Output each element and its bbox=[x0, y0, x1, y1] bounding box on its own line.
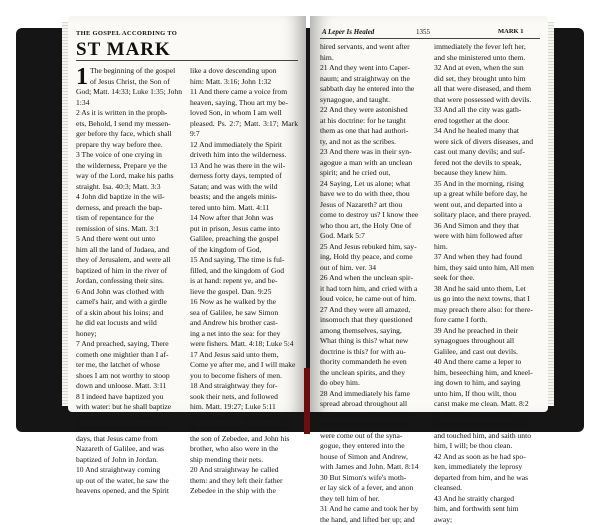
text-line: Zebedee in the ship with the bbox=[190, 486, 298, 497]
text-line: 38 And he said unto them, Let bbox=[434, 284, 540, 295]
text-line: up a great while before day, he bbox=[434, 189, 540, 200]
text-line: 12 And immediately the Spirit bbox=[190, 140, 298, 151]
text-line: the wilderness, Prepare ye the bbox=[76, 161, 182, 172]
text-line: and Andrew his brother cast- bbox=[190, 318, 298, 329]
left-column-2 bbox=[190, 66, 298, 497]
text-line: Jordan, confessing their sins. bbox=[76, 276, 182, 287]
text-line: may preach there also: for there- bbox=[434, 305, 540, 316]
text-line: he did eat locusts and wild bbox=[76, 318, 182, 329]
text-line: the unclean spirits, and they bbox=[320, 368, 426, 379]
text-line: synagogues throughout all bbox=[434, 336, 540, 347]
text-line: The beginning of the gospel bbox=[76, 66, 182, 77]
text-line: ets, Behold, I send my messen- bbox=[76, 119, 182, 130]
text-line: 13 And he was there in the wil- bbox=[190, 161, 298, 172]
text-line: 11 And there came a voice from bbox=[190, 87, 298, 98]
text-line: immediately the fever left her, bbox=[434, 42, 540, 53]
text-line: 8 I indeed have baptized you bbox=[76, 392, 182, 403]
text-line: derness forty days, tempted of bbox=[190, 171, 298, 182]
text-line: brother, who also were in the bbox=[190, 444, 298, 455]
text-line: synagogue, and taught. bbox=[320, 95, 426, 106]
text-line: 26 And when the unclean spir- bbox=[320, 273, 426, 284]
text-line: Galilee, and cast out devils. bbox=[434, 347, 540, 358]
text-line: 20 And straightway he called bbox=[190, 465, 298, 476]
text-line: God; Matt. 14:33; Luke 1:35; John 1:34 bbox=[76, 87, 182, 108]
text-line: up out of the water, he saw the bbox=[76, 476, 182, 487]
text-line: What thing is this? what new bbox=[320, 336, 426, 347]
text-line: doctrine is this? for with au- bbox=[320, 347, 426, 358]
text-line: ter me, the latchet of whose bbox=[76, 360, 182, 371]
text-line: 22 And they were astonished bbox=[320, 105, 426, 116]
text-line: shoes I am not worthy to stoop bbox=[76, 371, 182, 382]
text-line: him, I will; be thou clean. bbox=[434, 441, 540, 452]
text-line: loud voice, he came out of him. bbox=[320, 294, 426, 305]
text-line: pleased. Ps. 2:7; Matt. 3:17; Mark 9:7 bbox=[190, 119, 298, 140]
text-line: it had torn him, and cried with a bbox=[320, 284, 426, 295]
text-line: were with him followed after bbox=[434, 231, 540, 242]
text-line: him, and forthwith sent him bbox=[434, 504, 540, 515]
text-line: 10 And straightway coming bbox=[76, 465, 182, 476]
text-line: house of Simon and Andrew, bbox=[320, 452, 426, 463]
text-line: went out, and departed into a bbox=[434, 200, 540, 211]
text-line: him: Matt. 3:16; John 1:32 bbox=[190, 77, 298, 88]
right-column-2 bbox=[434, 42, 540, 525]
text-line: the son of Zebedee, and John his bbox=[190, 434, 298, 445]
text-line: ered together at the door. bbox=[434, 116, 540, 127]
text-line: loved Son, in whom I am well bbox=[190, 108, 298, 119]
text-line: of Jesus Christ, the Son of bbox=[76, 77, 182, 88]
text-line: ing, Hold thy peace, and come bbox=[320, 252, 426, 263]
text-line: put in prison, Jesus came into bbox=[190, 224, 298, 235]
text-line: of the kingdom of God, bbox=[190, 245, 298, 256]
text-line: 23 And there was in their syn- bbox=[320, 147, 426, 158]
text-line: derness, and preach the bap- bbox=[76, 203, 182, 214]
text-line: God. Mark 5:7 bbox=[320, 231, 426, 242]
text-line: him. bbox=[434, 242, 540, 253]
text-line: solitary place, and there prayed. bbox=[434, 210, 540, 221]
text-line: 15 And saying, The time is ful- bbox=[190, 255, 298, 266]
text-line: seek for thee. bbox=[434, 273, 540, 284]
text-line: 34 And he healed many that bbox=[434, 126, 540, 137]
text-line: 40 And there came a leper to bbox=[434, 357, 540, 368]
text-line: hired servants, and went after bbox=[320, 42, 426, 53]
text-line: ship mending their nets. bbox=[190, 455, 298, 466]
open-bible bbox=[8, 8, 592, 434]
text-line: filled, and the kingdom of God bbox=[190, 266, 298, 277]
text-line: 2 As it is written in the proph- bbox=[76, 108, 182, 119]
text-line: compassion, put forth his hand, bbox=[434, 420, 540, 431]
running-head: MARK 1 bbox=[498, 28, 523, 35]
text-line: 17 And Jesus said unto them, bbox=[190, 350, 298, 361]
text-line: beasts; and the angels minis- bbox=[190, 192, 298, 203]
text-line: with James and John. Matt. 8:14 bbox=[320, 462, 426, 473]
text-line: ing down to him, and saying bbox=[434, 378, 540, 389]
text-line: among themselves, saying, bbox=[320, 326, 426, 337]
book-subtitle: THE GOSPEL ACCORDING TO bbox=[76, 30, 186, 37]
text-line: us go into the next towns, that I bbox=[434, 294, 540, 305]
section-title: A Leper Is Healed bbox=[322, 28, 374, 36]
right-page bbox=[310, 16, 548, 412]
header-rule bbox=[320, 38, 540, 39]
text-line: him, beseeching him, and kneel- bbox=[434, 368, 540, 379]
text-line: spirit; and he cried out, bbox=[320, 168, 426, 179]
text-line: 30 But Simon's wife's moth- bbox=[320, 473, 426, 484]
text-line: were fishers. Matt. 4:18; Luke 5:4 bbox=[190, 339, 298, 350]
text-line: 27 And they were all amazed, bbox=[320, 305, 426, 316]
text-line: fered not the devils to speak, bbox=[434, 158, 540, 169]
text-line: they tell him of her. bbox=[320, 494, 426, 505]
left-page bbox=[68, 16, 306, 412]
text-line: and touched him, and saith unto bbox=[434, 431, 540, 442]
right-column-1 bbox=[320, 42, 426, 525]
text-line: were come out of the syna- bbox=[320, 431, 426, 442]
text-line: 25 And Jesus rebuked him, say- bbox=[320, 242, 426, 253]
text-line: 9 And it came to pass in those bbox=[76, 423, 182, 434]
text-line: prepare thy way before thee. bbox=[76, 140, 182, 151]
text-line: sabbath day he entered into the bbox=[320, 84, 426, 95]
text-line: them as one that had authori- bbox=[320, 126, 426, 137]
text-line: driveth him into the wilderness. bbox=[190, 150, 298, 161]
text-line: 28 And immediately his fame bbox=[320, 389, 426, 400]
text-line: 24 Saying, Let us alone; what bbox=[320, 179, 426, 190]
text-line: that were possessed with devils. bbox=[434, 95, 540, 106]
text-line: out of him. ver. 34 bbox=[320, 263, 426, 274]
text-line: ty, and not as the scribes. bbox=[320, 137, 426, 148]
book-title: ST MARK bbox=[76, 39, 186, 61]
text-line: ken, immediately the leprosy bbox=[434, 462, 540, 473]
text-line: all that were diseased, and them bbox=[434, 84, 540, 95]
text-line: did set, they brought unto him bbox=[434, 74, 540, 85]
text-line: like a dove descending upon bbox=[190, 66, 298, 77]
text-line: do obey him. bbox=[320, 378, 426, 389]
text-line: baptized of him in the river of bbox=[76, 266, 182, 277]
text-line: have we to do with thee, thou bbox=[320, 189, 426, 200]
text-line: gogue, they entered into the bbox=[320, 441, 426, 452]
text-line: him, they said unto him, All men bbox=[434, 263, 540, 274]
text-line: 35 And in the morning, rising bbox=[434, 179, 540, 190]
text-line: spread abroad throughout all bbox=[320, 399, 426, 410]
text-line: honey; bbox=[76, 329, 182, 340]
text-line: lieve the gospel. Dan. 9:25 bbox=[190, 287, 298, 298]
text-line: unto him, If thou wilt, thou bbox=[434, 389, 540, 400]
text-line: him. bbox=[320, 53, 426, 64]
text-line: heaven, saying, Thou art my be- bbox=[190, 98, 298, 109]
text-line: canst make me clean. Matt. 8:2 bbox=[434, 399, 540, 410]
text-line: 4 John did baptize in the wil- bbox=[76, 192, 182, 203]
text-line: baptized of John in Jordan. bbox=[76, 455, 182, 466]
page-edges-right bbox=[548, 22, 554, 406]
text-line: them: and they left their father bbox=[190, 476, 298, 487]
text-line: sook their nets, and followed bbox=[190, 392, 298, 403]
text-line: 33 And all the city was gath- bbox=[434, 105, 540, 116]
text-line: 6 And John was clothed with bbox=[76, 287, 182, 298]
page-number: 1355 bbox=[416, 28, 430, 36]
text-line: 18 And straightway they for- bbox=[190, 381, 298, 392]
text-line: 5 And there went out unto bbox=[76, 234, 182, 245]
text-line: who thou art, the Holy One of bbox=[320, 221, 426, 232]
text-line: Come ye after me, and I will make bbox=[190, 360, 298, 371]
text-line: 21 And they went into Caper- bbox=[320, 63, 426, 74]
text-line: 14 Now after that John was bbox=[190, 213, 298, 224]
text-line: come to destroy us? I know thee bbox=[320, 210, 426, 221]
text-line: cometh one mightier than I af- bbox=[76, 350, 182, 361]
text-line: cast out many devils; and suf- bbox=[434, 147, 540, 158]
text-line: 7 And preached, saying, There bbox=[76, 339, 182, 350]
text-line: ing a net into the sea: for they bbox=[190, 329, 298, 340]
text-line: away; bbox=[434, 515, 540, 525]
text-line: cleansed. bbox=[434, 483, 540, 494]
text-line: days, that Jesus came from bbox=[76, 434, 182, 445]
text-line: you to become fishers of men. bbox=[190, 371, 298, 382]
text-line: 29 And forthwith, when they bbox=[320, 420, 426, 431]
header-rule bbox=[76, 60, 298, 61]
text-line: they of Jerusalem, and were all bbox=[76, 255, 182, 266]
text-line: 41 And Jesus, moved with bbox=[434, 410, 540, 421]
text-line: naum; and straightway on the bbox=[320, 74, 426, 85]
text-line: 43 And he straitly charged bbox=[434, 494, 540, 505]
text-line: 39 And he preached in their bbox=[434, 326, 540, 337]
text-line: sea of Galilee, he saw Simon bbox=[190, 308, 298, 319]
text-line: the region round about Galilee. bbox=[320, 410, 426, 421]
text-line: tered unto him. Matt. 4:11 bbox=[190, 203, 298, 214]
text-line: 32 And at even, when the sun bbox=[434, 63, 540, 74]
text-line: ger before thy face, which shall bbox=[76, 129, 182, 140]
text-line: Galilee, preaching the gospel bbox=[190, 234, 298, 245]
text-line: 19 And when he had gone a lit- bbox=[190, 413, 298, 424]
text-line: 16 Now as he walked by the bbox=[190, 297, 298, 308]
text-line: 36 And Simon and they that bbox=[434, 221, 540, 232]
text-line: 42 And as soon as he had spo- bbox=[434, 452, 540, 463]
text-line: at his doctrine: for he taught bbox=[320, 116, 426, 127]
text-line: Jesus of Nazareth? art thou bbox=[320, 200, 426, 211]
text-line: camel's hair, and with a girdle bbox=[76, 297, 182, 308]
ribbon-marker bbox=[304, 368, 310, 434]
book-heading bbox=[76, 30, 186, 61]
text-line: down and unloose. Matt. 3:11 bbox=[76, 381, 182, 392]
text-line: way of the Lord, make his paths bbox=[76, 171, 182, 182]
text-line: him. Matt. 19:27; Luke 5:11 bbox=[190, 402, 298, 413]
text-line: agogue a man with an unclean bbox=[320, 158, 426, 169]
text-line: thority commandeth he even bbox=[320, 357, 426, 368]
text-line: 31 And he came and took her by bbox=[320, 504, 426, 515]
text-line: were sick of divers diseases, and bbox=[434, 137, 540, 148]
text-line: because they knew him. bbox=[434, 168, 540, 179]
text-line: 37 And when they had found bbox=[434, 252, 540, 263]
text-line: 3 The voice of one crying in bbox=[76, 150, 182, 161]
text-line: departed from him, and he was bbox=[434, 473, 540, 484]
text-line: fore came I forth. bbox=[434, 315, 540, 326]
text-line: insomuch that they questioned bbox=[320, 315, 426, 326]
text-line: Satan; and was with the wild bbox=[190, 182, 298, 193]
text-line: Nazareth of Galilee, and was bbox=[76, 444, 182, 455]
text-line: straight. Isa. 40:3; Matt. 3:3 bbox=[76, 182, 182, 193]
text-line: of a skin about his loins; and bbox=[76, 308, 182, 319]
text-line: is at hand: repent ye, and be- bbox=[190, 276, 298, 287]
left-column-1 bbox=[76, 66, 182, 497]
chapter-number: 1 bbox=[76, 67, 88, 87]
text-line: and she ministered unto them. bbox=[434, 53, 540, 64]
text-line: heavens opened, and the Spirit bbox=[76, 486, 182, 497]
text-line: tle further thence, he saw James bbox=[190, 423, 298, 434]
text-line: remission of sins. Matt. 3:1 bbox=[76, 224, 182, 235]
text-line: him all the land of Judaea, and bbox=[76, 245, 182, 256]
text-line: the hand, and lifted her up; and bbox=[320, 515, 426, 525]
text-line: er lay sick of a fever, and anon bbox=[320, 483, 426, 494]
text-line: you with the Holy Ghost. bbox=[76, 413, 182, 424]
text-line: with water: but he shall baptize bbox=[76, 402, 182, 413]
text-line: tism of repentance for the bbox=[76, 213, 182, 224]
